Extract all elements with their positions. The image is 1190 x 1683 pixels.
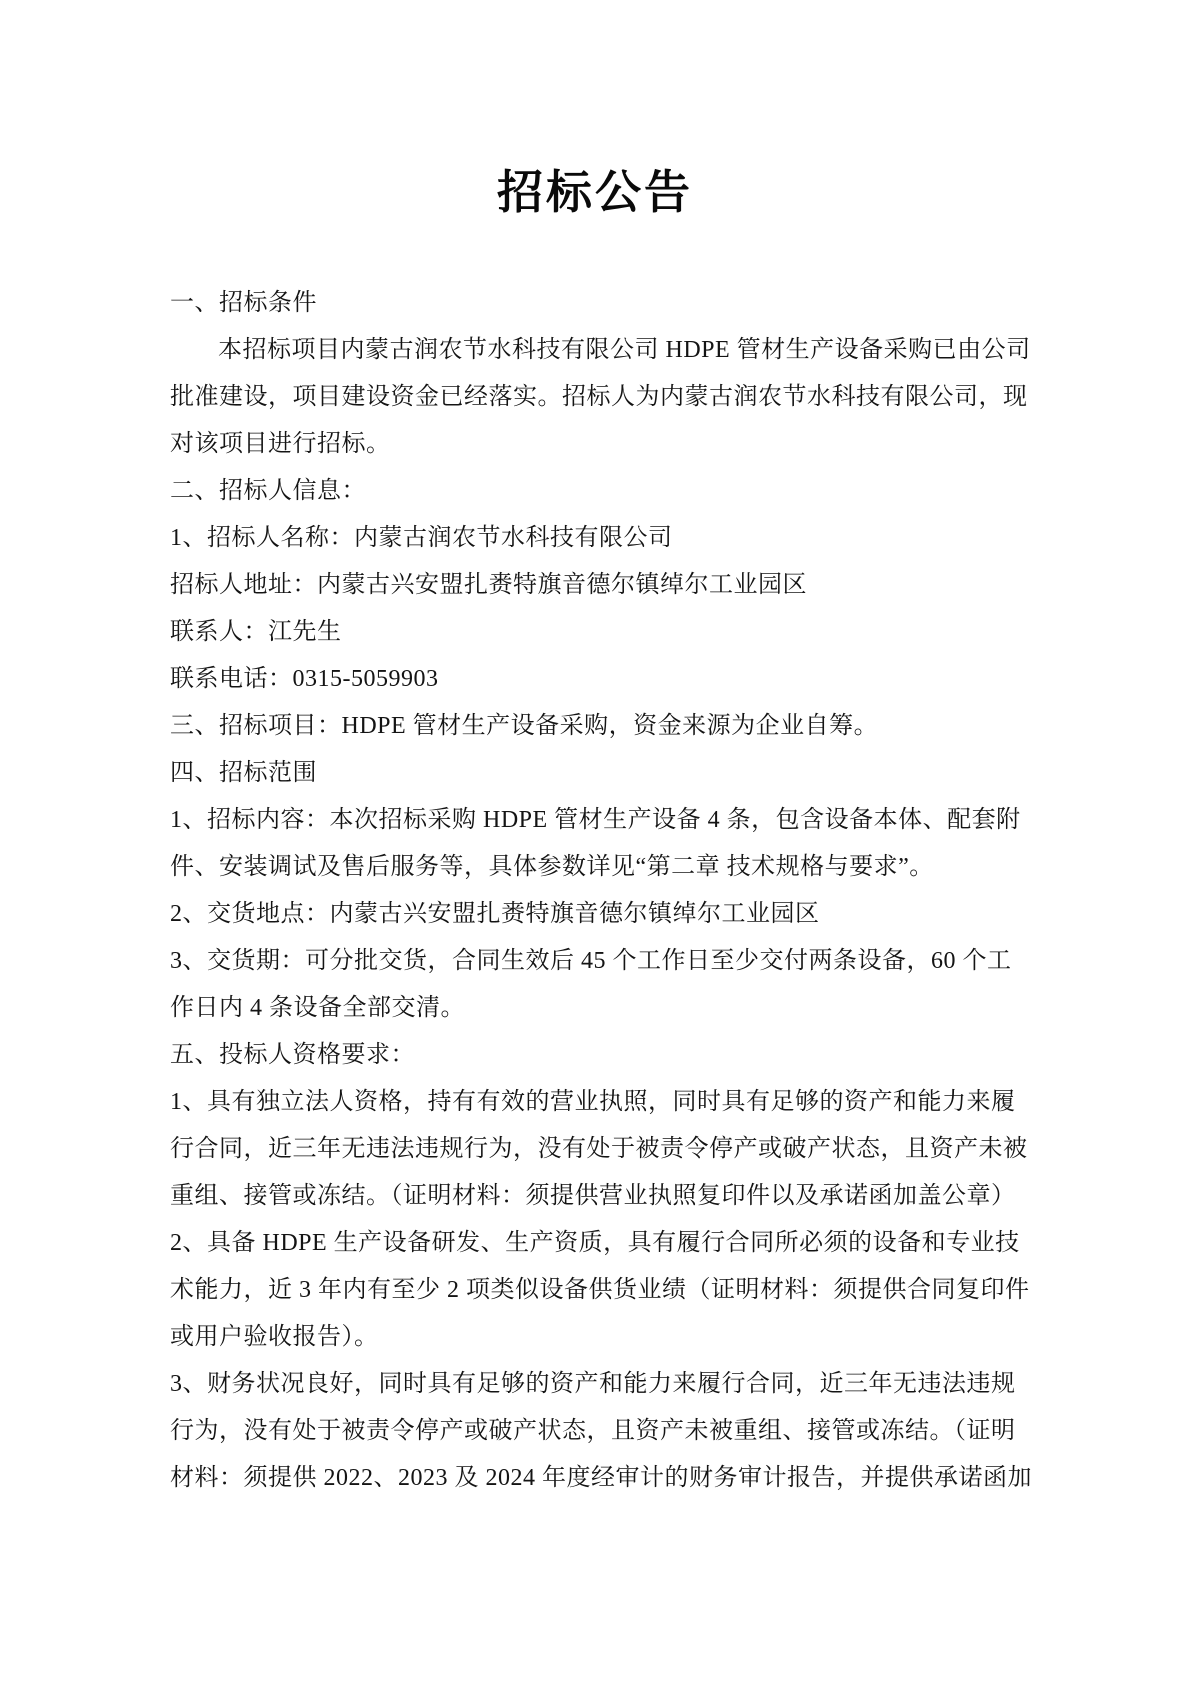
doc-line: 3、财务状况良好，同时具有足够的资产和能力来履行合同，近三年无违法违规	[170, 1371, 1016, 1397]
doc-line: 作日内 4 条设备全部交清。	[170, 995, 465, 1021]
doc-line: 件、安装调试及售后服务等，具体参数详见“第二章 技术规格与要求”。	[170, 854, 934, 880]
contact-person-line: 联系人：江先生	[170, 619, 342, 645]
section-heading-5: 五、投标人资格要求：	[170, 1042, 415, 1068]
doc-line: 批准建设，项目建设资金已经落实。招标人为内蒙古润农节水科技有限公司，现	[170, 384, 1028, 410]
section-heading-2: 二、招标人信息：	[170, 478, 366, 504]
doc-line: 对该项目进行招标。	[170, 431, 391, 457]
doc-line: 1、招标内容：本次招标采购 HDPE 管材生产设备 4 条，包含设备本体、配套附	[170, 807, 1021, 833]
tenderer-address-line: 招标人地址：内蒙古兴安盟扎赉特旗音德尔镇绰尔工业园区	[170, 572, 807, 598]
doc-line: 材料：须提供 2022、2023 及 2024 年度经审计的财务审计报告，并提供承诺函加	[170, 1465, 1032, 1491]
section-heading-3: 三、招标项目：HDPE 管材生产设备采购，资金来源为企业自筹。	[170, 713, 879, 739]
document-title: 招标公告	[497, 167, 693, 218]
doc-line: 2、交货地点：内蒙古兴安盟扎赉特旗音德尔镇绰尔工业园区	[170, 901, 820, 927]
contact-phone-line: 联系电话：0315-5059903	[170, 666, 439, 692]
doc-line: 本招标项目内蒙古润农节水科技有限公司 HDPE 管材生产设备采购已由公司	[218, 337, 1031, 363]
doc-line: 术能力，近 3 年内有至少 2 项类似设备供货业绩（证明材料：须提供合同复印件	[170, 1277, 1030, 1303]
doc-line: 行合同，近三年无违法违规行为，没有处于被责令停产或破产状态，且资产未被	[170, 1136, 1028, 1162]
document-body	[170, 280, 1032, 1502]
doc-line: 重组、接管或冻结。（证明材料：须提供营业执照复印件以及承诺函加盖公章）	[170, 1183, 1016, 1209]
doc-line: 行为，没有处于被责令停产或破产状态，且资产未被重组、接管或冻结。（证明	[170, 1418, 1016, 1444]
doc-line: 3、交货期：可分批交货，合同生效后 45 个工作日至少交付两条设备，60 个工	[170, 948, 1012, 974]
doc-line: 或用户验收报告）。	[170, 1324, 379, 1350]
section-heading-4: 四、招标范围	[170, 760, 317, 786]
section-heading-1: 一、招标条件	[170, 290, 317, 316]
tenderer-name-line: 1、招标人名称：内蒙古润农节水科技有限公司	[170, 525, 673, 551]
doc-line: 1、具有独立法人资格，持有有效的营业执照，同时具有足够的资产和能力来履	[170, 1089, 1016, 1115]
doc-line: 2、具备 HDPE 生产设备研发、生产资质，具有履行合同所必须的设备和专业技	[170, 1230, 1020, 1256]
